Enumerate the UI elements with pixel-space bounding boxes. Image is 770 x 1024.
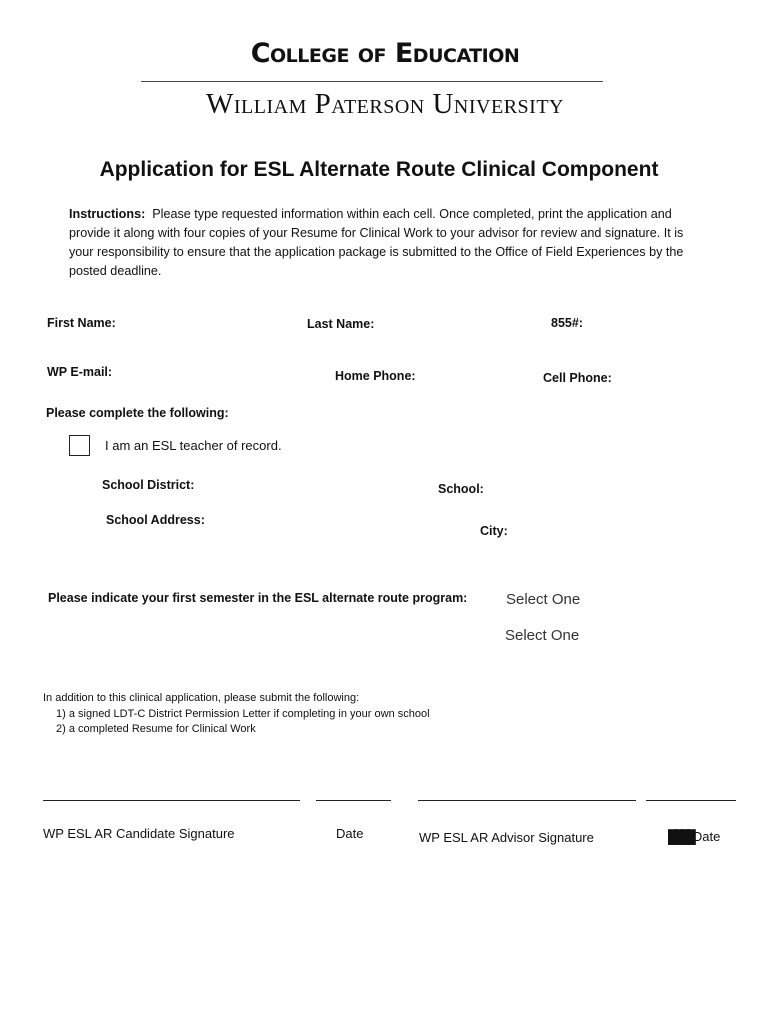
candidate-date-line [316,800,391,801]
advisor-date-line [646,800,736,801]
school-district-label: School District: [102,478,195,492]
instructions-lead: Instructions: [69,207,146,221]
instructions-text: Please type requested information within each cell. Once completed, print the application and provide it along with four copies of your Resume for Clinical Work to your advisor for review and signature. It is your responsibility to ensure that the application package is submitted to the Office of Field Experiences by the posted deadline. [69,207,684,278]
home-phone-label: Home Phone: [335,369,416,383]
advisor-date-prefix: ████ [668,829,693,844]
candidate-signature-line [43,800,300,801]
cell-phone-label: Cell Phone: [543,371,612,385]
city-label: City: [480,524,508,538]
semester-question: Please indicate your first semester in the ESL alternate route program: [48,591,468,605]
school-label: School: [438,482,484,496]
advisor-signature-label: WP ESL AR Advisor Signature [419,830,594,845]
candidate-signature-label: WP ESL AR Candidate Signature [43,826,235,841]
id-855-label: 855#: [551,316,583,330]
school-address-label: School Address: [106,513,205,527]
candidate-date-label: Date [336,826,364,841]
advisor-date-text: Date [692,829,721,844]
additional-item-1: 1) a signed LDT-C District Permission Letter if completing in your own school [56,708,430,720]
advisor-date-label [668,829,720,844]
additional-item-2: 2) a completed Resume for Clinical Work [56,723,256,735]
university-name: William Paterson University [206,88,564,120]
header-divider [141,81,603,82]
first-name-label: First Name: [47,316,116,330]
instructions [69,205,694,281]
page-title: Application for ESL Alternate Route Clinical Component [99,158,659,181]
additional-intro: In addition to this clinical application, please submit the following: [43,692,360,704]
esl-teacher-checkbox-label: I am an ESL teacher of record. [105,438,282,453]
semester-select-2[interactable]: Select One [505,627,580,644]
esl-teacher-checkbox[interactable] [69,435,90,456]
wp-email-label: WP E-mail: [47,365,113,379]
semester-select-1[interactable]: Select One [506,591,581,608]
college-name: College of Education [250,38,520,69]
complete-heading: Please complete the following: [46,406,229,420]
advisor-signature-line [418,800,636,801]
last-name-label: Last Name: [307,317,375,331]
